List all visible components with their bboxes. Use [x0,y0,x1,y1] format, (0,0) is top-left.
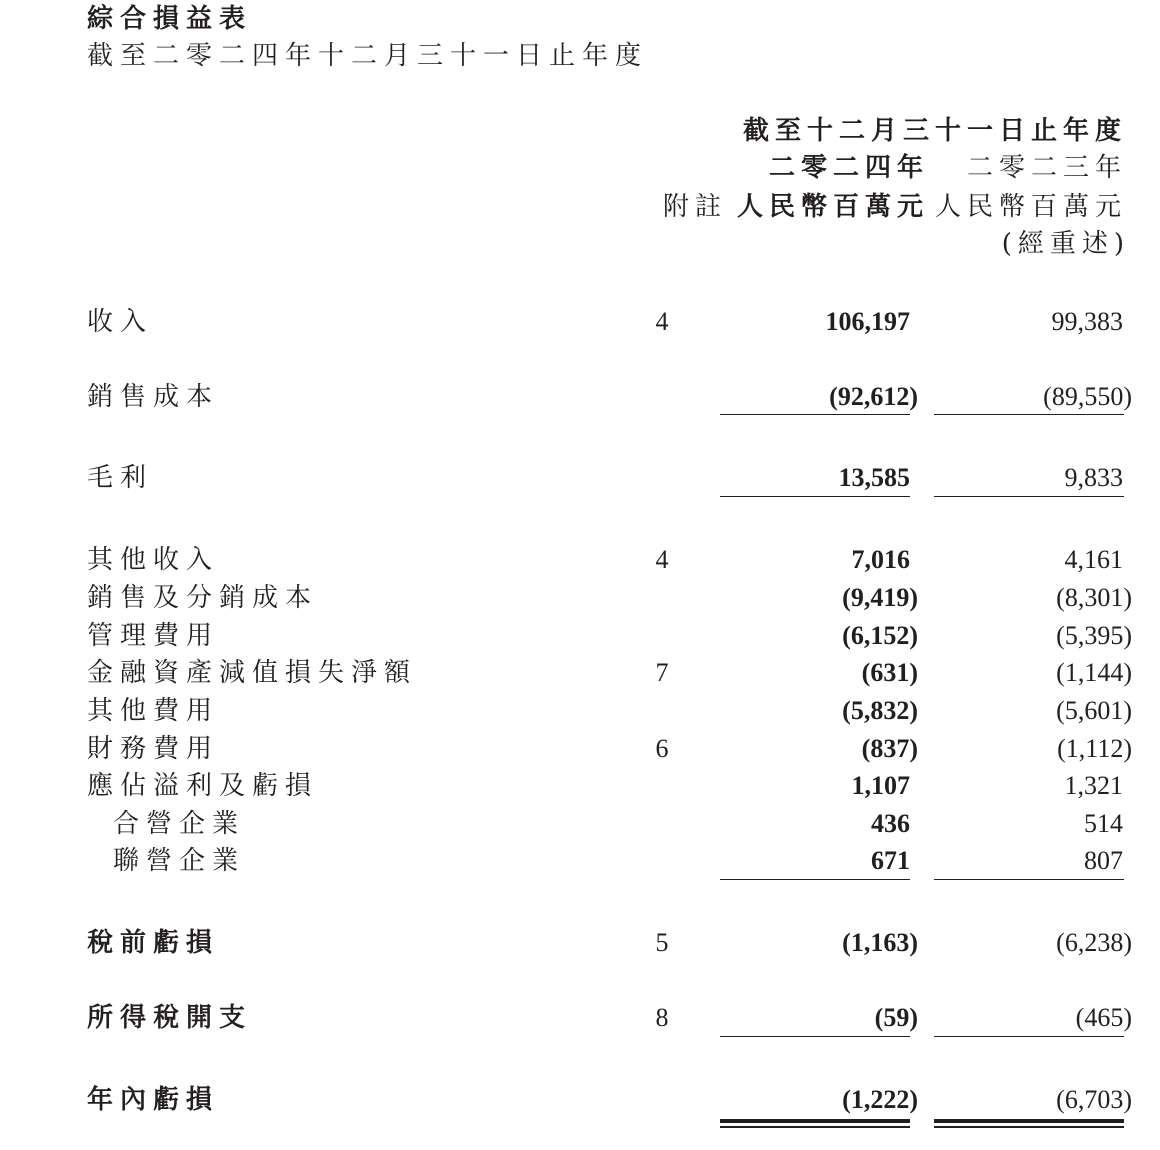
row-value-2024: (1,163) [842,928,918,957]
statement-title: 綜合損益表 [87,4,253,34]
table-row-administrative-expenses [0,619,1160,653]
double-rule-thick-2024 [720,1119,910,1123]
subtotal-rule-2023 [934,879,1124,880]
row-label: 管理費用 [87,621,220,651]
row-value-2023: 4,161 [1064,545,1123,574]
subtotal-rule-2024 [720,879,910,880]
table-row-impairment-losses [0,656,1160,690]
row-value-2024: 1,107 [851,771,910,800]
table-row-associates [0,844,1160,878]
row-label: 銷售及分銷成本 [87,583,319,613]
table-row-joint-ventures [0,807,1160,841]
row-label: 財務費用 [87,734,220,764]
row-value-2024: (6,152) [842,621,918,650]
subtotal-rule-2023 [934,414,1124,415]
row-value-2024: 13,585 [838,463,910,492]
row-value-2023: (8,301) [1056,583,1132,612]
row-value-2024: (837) [861,734,918,763]
column-header-note: 附註 [662,192,727,222]
table-row-loss-before-tax [0,926,1160,960]
column-header-2024: 二零二四年 [768,153,929,183]
row-note: 4 [655,545,669,574]
restated-label: (經重述) [1001,229,1130,259]
table-row-income-tax [0,1001,1160,1035]
row-label: 應佔溢利及虧損 [87,771,319,801]
row-label: 金融資產減值損失淨額 [87,658,418,688]
table-row-gross-profit [0,461,1160,495]
row-value-2024: (631) [861,658,918,687]
row-label: 毛利 [87,463,154,493]
column-header-2023: 二零二三年 [966,153,1127,183]
row-note: 4 [655,307,669,336]
double-rule-thick-2023 [934,1119,1124,1123]
row-value-2023: (1,112) [1057,734,1132,763]
row-label: 合營企業 [113,809,246,839]
row-label: 銷售成本 [87,382,220,412]
row-value-2024: (1,222) [842,1085,918,1114]
row-value-2023: 99,383 [1051,307,1123,336]
row-note: 8 [655,1003,669,1032]
subtotal-rule-2023 [934,496,1124,497]
row-value-2023: 807 [1084,846,1123,875]
row-value-2023: (6,703) [1056,1085,1132,1114]
row-note: 7 [655,658,669,687]
statement-subtitle: 截至二零二四年十二月三十一日止年度 [87,41,649,71]
table-row-finance-costs [0,732,1160,766]
column-header-period: 截至十二月三十一日止年度 [742,116,1127,146]
table-row-loss-for-year [0,1083,1160,1117]
row-value-2023: (89,550) [1043,382,1132,411]
row-label: 稅前虧損 [87,928,220,958]
row-value-2023: (6,238) [1056,928,1132,957]
row-value-2024: 7,016 [851,545,910,574]
row-value-2023: (1,144) [1056,658,1132,687]
table-row-other-income [0,543,1160,577]
table-row-cost-of-sales [0,380,1160,414]
table-row-revenue [0,305,1160,339]
row-value-2023: 1,321 [1064,771,1123,800]
row-value-2024: (59) [874,1003,918,1032]
row-value-2024: 436 [871,809,910,838]
row-label: 所得稅開支 [87,1003,253,1033]
row-value-2023: 514 [1084,809,1123,838]
row-value-2024: (92,612) [829,382,918,411]
subtotal-rule-2024 [720,496,910,497]
row-value-2023: (465) [1075,1003,1132,1032]
row-note: 6 [655,734,669,763]
subtotal-rule-2023 [934,1036,1124,1037]
row-label: 收入 [87,307,154,337]
row-value-2023: (5,601) [1056,696,1132,725]
row-value-2024: (5,832) [842,696,918,725]
double-rule-thin-2023 [934,1126,1124,1128]
subtotal-rule-2024 [720,414,910,415]
row-label: 聯營企業 [113,846,246,876]
row-value-2023: (5,395) [1056,621,1132,650]
row-note: 5 [655,928,669,957]
table-row-share-of-profits [0,769,1160,803]
row-label: 其他費用 [87,696,220,726]
row-value-2024: 106,197 [825,307,910,336]
subtotal-rule-2024 [720,1036,910,1037]
table-row-other-expenses [0,694,1160,728]
row-label: 其他收入 [87,545,220,575]
row-label: 年內虧損 [87,1085,220,1115]
table-row-selling-distribution [0,581,1160,615]
currency-2023: 人民幣百萬元 [934,192,1127,222]
currency-2024: 人民幣百萬元 [736,192,929,222]
row-value-2024: 671 [871,846,910,875]
row-value-2024: (9,419) [842,583,918,612]
row-value-2023: 9,833 [1064,463,1123,492]
double-rule-thin-2024 [720,1126,910,1128]
column-header-years [769,151,1127,185]
column-header-currency [663,190,1127,224]
